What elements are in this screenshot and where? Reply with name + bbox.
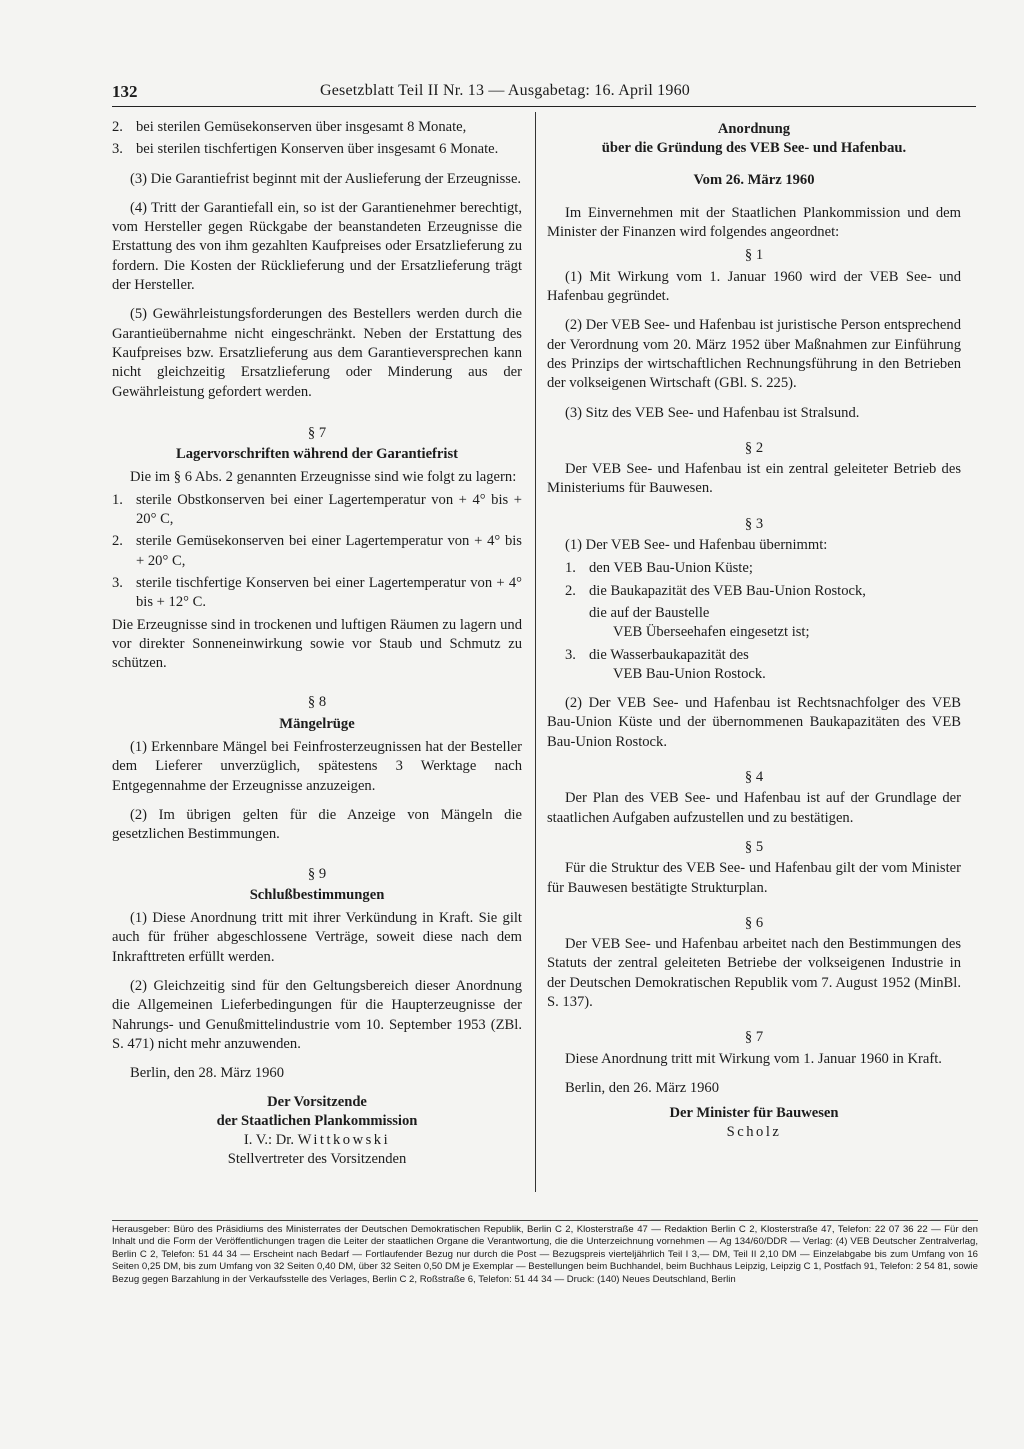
decree-subtitle: über die Gründung des VEB See- und Hafenbau.	[601, 140, 907, 157]
paragraph: (1) Diese Anordnung tritt mit ihrer Verkündung in Kraft. Sie gilt auch für früher abgeschlossene Verträge, soweit diese nach dem Inkrafttreten erfüllt werden.	[112, 910, 522, 965]
signature-name-line: I. V.: Dr. Wittkowski	[243, 1132, 391, 1149]
signature-block	[547, 1104, 961, 1142]
paragraph: (2) Der VEB See- und Hafenbau ist Rechtsnachfolger des VEB Bau-Union Küste und der übernommenen Baukapazitäten des VEB Bau-Union Rostock.	[547, 695, 961, 750]
paragraph: (2) Der VEB See- und Hafenbau ist juristische Person entsprechend der Verordnung vom 20. März 1952 über Maßnahmen zur Einführung des Prinzips der wirtschaftlichen Rechnungsführung in den Betrieben der volkseigenen Wirtschaft (GBl. S. 225).	[547, 317, 961, 392]
paragraph: Die im § 6 Abs. 2 genannten Erzeugnisse sind wie folgt zu lagern:	[130, 469, 517, 486]
paragraph: (1) Mit Wirkung vom 1. Januar 1960 wird der VEB See- und Hafenbau gegründet.	[547, 268, 961, 305]
section-number: § 7	[307, 424, 327, 441]
section-number: § 1	[744, 247, 764, 264]
place-date: Berlin, den 28. März 1960	[130, 1065, 285, 1082]
section-number: § 6	[744, 914, 764, 931]
list-item: 3. sterile tischfertige Konserven bei einer Lagertemperatur von + 4° bis + 12° C.	[112, 574, 522, 611]
paragraph: Der Plan des VEB See- und Hafenbau ist auf der Grundlage der staatlichen Aufgaben aufzustellen und zu bestätigen.	[547, 790, 961, 826]
list-item: 3. die Wasserbaukapazität des	[565, 646, 749, 663]
place-date: Berlin, den 26. März 1960	[565, 1079, 720, 1096]
page-number: 132	[112, 82, 138, 101]
list-item: 2. die Baukapazität des VEB Bau-Union Rostock,	[565, 582, 866, 599]
decree-title: Anordnung	[717, 121, 791, 137]
section-number: § 9	[307, 865, 327, 882]
paragraph: (2) Im übrigen gelten für die Anzeige von Mängeln die gesetzlichen Bestimmungen.	[112, 806, 522, 843]
signature-line: Der Vorsitzende	[267, 1094, 367, 1111]
paragraph: (1) Der VEB See- und Hafenbau übernimmt:	[565, 537, 828, 554]
section-title: Lagervorschriften während der Garantiefrist	[176, 446, 458, 463]
list-item: 2. bei sterilen Gemüsekonserven über insgesamt 8 Monate,	[112, 119, 467, 135]
page-header	[112, 80, 972, 104]
section-number: § 3	[744, 515, 764, 532]
list-item: 2. sterile Gemüsekonserven bei einer Lagertemperatur von + 4° bis + 20° C,	[112, 533, 522, 569]
paragraph: (3) Sitz des VEB See- und Hafenbau ist Stralsund.	[565, 404, 860, 421]
paragraph: Für die Struktur des VEB See- und Hafenbau gilt der vom Minister für Bauwesen bestätigte Strukturplan.	[547, 860, 961, 896]
paragraph: Der VEB See- und Hafenbau arbeitet nach den Bestimmungen des Statuts der zentral geleiteten Betriebe der volkseigenen Industrie in der Deutschen Demokratischen Republik vom 7. August 1952 (MinBl. S. 137).	[547, 936, 961, 1010]
list-item: 3. bei sterilen tischfertigen Konserven über insgesamt 6 Monate.	[112, 141, 499, 158]
paragraph: Der VEB See- und Hafenbau ist ein zentral geleiteter Betrieb des Ministeriums für Bauwesen.	[547, 461, 961, 497]
signatory-name: Scholz	[726, 1124, 782, 1141]
section-number: § 5	[744, 838, 764, 855]
section-number: § 4	[744, 769, 764, 786]
signature-line: der Staatlichen Plankommission	[216, 1113, 418, 1130]
running-title: Gesetzblatt Teil II Nr. 13 — Ausgabetag: 16. April 1960	[320, 82, 690, 99]
left-column	[112, 118, 522, 1169]
section-title: Schlußbestimmungen	[249, 886, 385, 903]
signature-block	[112, 1093, 522, 1169]
paragraph: (4) Tritt der Garantiefall ein, so ist der Garantienehmer berechtigt, vom Hersteller gegen Rückgabe der beanstandeten Erzeugnisse die Erstattung des von ihm gezahlten Kaufpreises oder Ersatzlieferung zu fordern. Die Kosten der Rücklieferung und der Ersatzlieferung trägt der Hersteller.	[112, 199, 522, 294]
list-item: 1. den VEB Bau-Union Küste;	[565, 560, 753, 577]
right-column	[547, 118, 961, 1142]
paragraph: (1) Erkennbare Mängel bei Feinfrosterzeugnissen hat der Besteller dem Lieferer unverzüglich, spätestens 3 Werktage nach Entgegennahme der Erzeugnisse anzuzeigen.	[112, 739, 522, 794]
paragraph: (5) Gewährleistungsforderungen des Bestellers werden durch die Garantieübernahme nicht eingeschränkt. Neben der Erstattung des Kaufpreises bzw. Ersatzlieferung aus dem Garantieversprechen kann nicht gleichzeitig Ersatzlieferung oder Minderung aus der Gewährleistung gefordert werden.	[112, 306, 522, 400]
list-item: 1. sterile Obstkonserven bei einer Lagertemperatur von + 4° bis + 20° C,	[112, 491, 522, 528]
section-title: Mängelrüge	[279, 715, 355, 732]
decree-date: Vom 26. März 1960	[693, 171, 815, 188]
section-number: § 2	[744, 439, 764, 456]
imprint-footer: Herausgeber: Büro des Präsidiums des Ministerrates der Deutschen Demokratischen Republik, Berlin C 2, Klosterstraße 47 — Redaktion Berlin C 2, Klosterstraße 47, Telefon: 22 07 36 22 — Für den Inhalt und die Form der Veröffentlichungen tragen die Leiter der staatlichen Organe die Verantwortung, die die Unterzeichnung vornehmen — Ag 134/60/DDR — Verlag: (4) VEB Deutscher Zentralverlag, Berlin C 2, Telefon: 51 44 34 — Erscheint nach Bedarf — Fortlaufender Bezug nur durch die Post — Bezugspreis vierteljährlich Teil I 3,— DM, Teil II 2,10 DM — Einzelabgabe bis zum Umfang von 16 Seiten 0,25 DM, bis zum Umfang von 32 Seiten 0,40 DM, über 32 Seiten 0,50 DM je Exemplar — Bestellungen beim Buchhandel, beim Buchhaus Leipzig, Leipzig C 1, Postfach 91, Telefon: 2 54 81, sowie Bezug gegen Barzahlung in der Verkaufsstelle des Verlages, Berlin C 2, Roßstraße 6, Telefon: 51 44 34 — Druck: (140) Neues Deutschland, Berlin	[112, 1220, 978, 1286]
signature-line: Der Minister für Bauwesen	[669, 1105, 839, 1122]
signatory-name: Wittkowski	[297, 1132, 391, 1149]
paragraph: (2) Gleichzeitig sind für den Geltungsbereich dieser Anordnung die Allgemeinen Lieferbedingungen für die Haupterzeugnisse der Nahrungs- und Genußmittelindustrie vom 10. September 1953 (ZBl. S. 471) nicht mehr anzuwenden.	[112, 977, 522, 1052]
header-rule	[112, 106, 976, 107]
takeover-list: 1. den VEB Bau-Union Küste; 2. die Baukapazität des VEB Bau-Union Rostock, die auf der Baustelle VEB Überseehafen eingesetzt ist; 3. die Wasserbaukapazität des VEB Bau-Union Rostock.	[565, 559, 961, 684]
column-divider	[535, 112, 536, 1192]
paragraph: Diese Anordnung tritt mit Wirkung vom 1. Januar 1960 in Kraft.	[565, 1050, 942, 1067]
paragraph: Die Erzeugnisse sind in trockenen und luftigen Räumen zu lagern und vor direkter Sonneneinwirkung sowie vor Staub und Schmutz zu schützen.	[112, 616, 522, 672]
paragraph: Im Einvernehmen mit der Staatlichen Plankommission und dem Minister der Finanzen wird folgendes angeordnet:	[547, 204, 961, 241]
paragraph: (3) Die Garantiefrist beginnt mit der Auslieferung der Erzeugnisse.	[130, 170, 522, 187]
signature-line: Stellvertreter des Vorsitzenden	[227, 1151, 407, 1168]
section-number: § 7	[744, 1029, 764, 1046]
section-number: § 8	[307, 694, 327, 711]
